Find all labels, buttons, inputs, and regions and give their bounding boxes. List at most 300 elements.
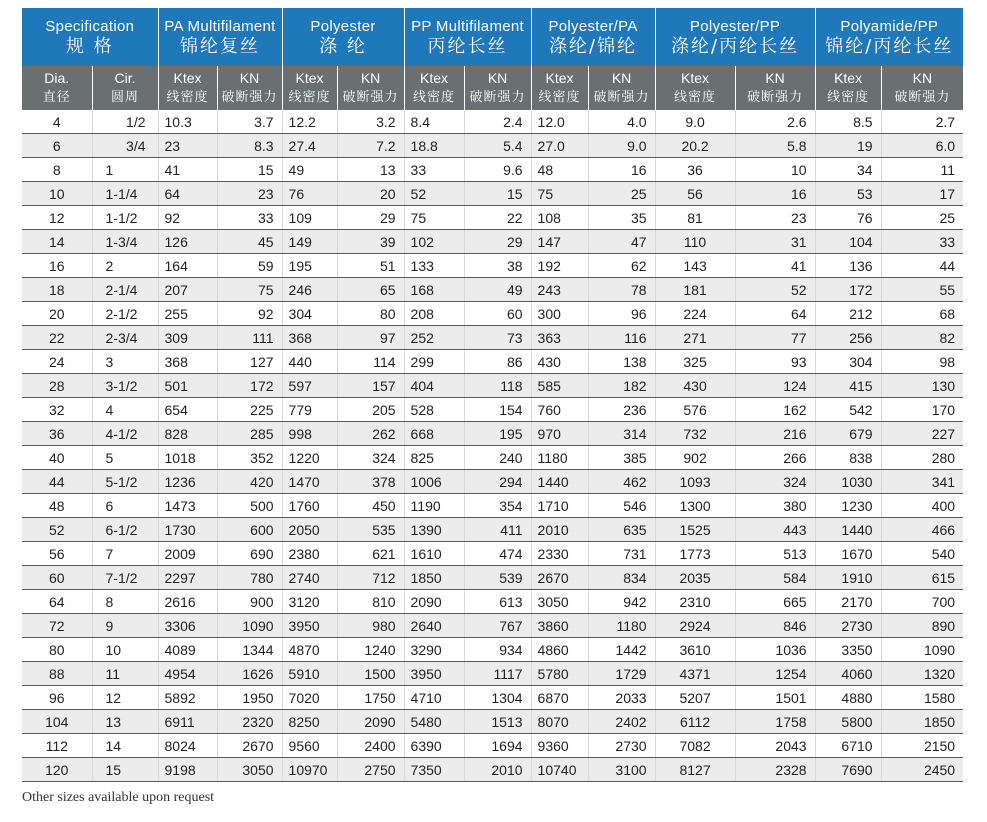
cell-pp-kn: 934 — [464, 638, 531, 662]
cell-polyamide-pp-kn: 130 — [881, 374, 963, 398]
cell-polyamide-pp-ktex: 4060 — [815, 662, 881, 686]
cell-pp-ktex: 3950 — [404, 662, 464, 686]
cell-pp-ktex: 2640 — [404, 614, 464, 638]
cell-pa-ktex: 654 — [158, 398, 217, 422]
cell-polyamide-pp-kn: 2150 — [881, 734, 963, 758]
cell-pa-ktex: 6911 — [158, 710, 217, 734]
cell-dia: 56 — [22, 542, 92, 566]
cell-cir: 4 — [92, 398, 158, 422]
cell-polyester-pp-kn: 1036 — [735, 638, 815, 662]
cell-pa-ktex: 2297 — [158, 566, 217, 590]
cell-pp-ktex: 404 — [404, 374, 464, 398]
cell-dia: 64 — [22, 590, 92, 614]
cell-pa-ktex: 1730 — [158, 518, 217, 542]
cell-pa-ktex: 64 — [158, 182, 217, 206]
cell-polyamide-pp-ktex: 542 — [815, 398, 881, 422]
cell-polyester-kn: 324 — [337, 446, 404, 470]
cell-dia: 24 — [22, 350, 92, 374]
cell-polyester-pp-kn: 324 — [735, 470, 815, 494]
cell-pa-kn: 285 — [217, 422, 282, 446]
cell-polyamide-pp-ktex: 1440 — [815, 518, 881, 542]
cell-cir: 14 — [92, 734, 158, 758]
cell-pa-ktex: 92 — [158, 206, 217, 230]
cell-polyamide-pp-ktex: 304 — [815, 350, 881, 374]
cell-polyester-kn: 712 — [337, 566, 404, 590]
cell-polyester-kn: 65 — [337, 278, 404, 302]
table-row — [22, 614, 963, 638]
cell-polyester-pp-kn: 584 — [735, 566, 815, 590]
cell-pa-kn: 172 — [217, 374, 282, 398]
cell-polyester-pp-ktex: 56 — [655, 182, 735, 206]
cell-pa-ktex: 3306 — [158, 614, 217, 638]
cell-pp-kn: 73 — [464, 326, 531, 350]
cell-dia: 60 — [22, 566, 92, 590]
cell-polyamide-pp-ktex: 1030 — [815, 470, 881, 494]
cell-polyamide-pp-ktex: 256 — [815, 326, 881, 350]
cell-pp-ktex: 1190 — [404, 494, 464, 518]
cell-polyester-pp-ktex: 143 — [655, 254, 735, 278]
cell-pp-ktex: 5480 — [404, 710, 464, 734]
cell-dia: 4 — [22, 110, 92, 134]
cell-dia: 10 — [22, 182, 92, 206]
cell-polyester-pa-ktex: 9360 — [531, 734, 588, 758]
cell-polyester-ktex: 246 — [282, 278, 337, 302]
cell-polyester-pp-ktex: 36 — [655, 158, 735, 182]
cell-dia: 80 — [22, 638, 92, 662]
cell-pp-ktex: 3290 — [404, 638, 464, 662]
cell-polyester-pp-kn: 665 — [735, 590, 815, 614]
cell-pp-kn: 411 — [464, 518, 531, 542]
cell-polyester-pp-ktex: 902 — [655, 446, 735, 470]
cell-polyester-pp-kn: 2328 — [735, 758, 815, 782]
table-row — [22, 254, 963, 278]
cell-polyester-pp-kn: 93 — [735, 350, 815, 374]
cell-polyester-ktex: 440 — [282, 350, 337, 374]
cell-polyester-pa-ktex: 5780 — [531, 662, 588, 686]
spec-table-container — [22, 8, 963, 782]
cell-polyamide-pp-ktex: 136 — [815, 254, 881, 278]
cell-pp-kn: 22 — [464, 206, 531, 230]
cell-polyester-kn: 378 — [337, 470, 404, 494]
cell-pa-kn: 2320 — [217, 710, 282, 734]
cell-polyester-pp-kn: 2043 — [735, 734, 815, 758]
cell-pa-kn: 900 — [217, 590, 282, 614]
cell-polyester-kn: 29 — [337, 206, 404, 230]
cell-dia: 88 — [22, 662, 92, 686]
cell-pa-kn: 15 — [217, 158, 282, 182]
cell-polyester-kn: 535 — [337, 518, 404, 542]
cell-polyester-pp-kn: 2.6 — [735, 110, 815, 134]
cell-polyester-kn: 114 — [337, 350, 404, 374]
cell-polyamide-pp-kn: 25 — [881, 206, 963, 230]
cell-polyester-pa-kn: 1442 — [588, 638, 655, 662]
cell-polyester-pa-kn: 4.0 — [588, 110, 655, 134]
cell-polyester-pa-ktex: 75 — [531, 182, 588, 206]
cell-polyester-pp-ktex: 9.0 — [655, 110, 735, 134]
cell-polyester-kn: 39 — [337, 230, 404, 254]
cell-polyester-kn: 20 — [337, 182, 404, 206]
cell-pa-ktex: 2009 — [158, 542, 217, 566]
cell-polyamide-pp-kn: 540 — [881, 542, 963, 566]
cell-polyamide-pp-ktex: 1910 — [815, 566, 881, 590]
cell-pa-kn: 420 — [217, 470, 282, 494]
cell-polyester-pa-ktex: 27.0 — [531, 134, 588, 158]
cell-polyester-ktex: 76 — [282, 182, 337, 206]
table-row — [22, 302, 963, 326]
cell-pp-ktex: 1006 — [404, 470, 464, 494]
cell-polyester-pa-kn: 62 — [588, 254, 655, 278]
cell-polyamide-pp-ktex: 5800 — [815, 710, 881, 734]
cell-cir: 5-1/2 — [92, 470, 158, 494]
cell-polyester-pp-kn: 124 — [735, 374, 815, 398]
footnote: Other sizes available upon request — [22, 790, 215, 805]
cell-polyester-pa-ktex: 2330 — [531, 542, 588, 566]
cell-pp-kn: 86 — [464, 350, 531, 374]
cell-pp-kn: 195 — [464, 422, 531, 446]
cell-polyester-pp-kn: 846 — [735, 614, 815, 638]
cell-cir: 2-1/4 — [92, 278, 158, 302]
table-row — [22, 422, 963, 446]
cell-polyamide-pp-ktex: 838 — [815, 446, 881, 470]
cell-polyamide-pp-kn: 68 — [881, 302, 963, 326]
cell-cir: 3-1/2 — [92, 374, 158, 398]
cell-polyester-pp-kn: 216 — [735, 422, 815, 446]
table-row — [22, 230, 963, 254]
cell-polyester-pp-ktex: 3610 — [655, 638, 735, 662]
cell-polyester-pa-kn: 942 — [588, 590, 655, 614]
cell-polyester-pa-ktex: 970 — [531, 422, 588, 446]
cell-pa-kn: 1950 — [217, 686, 282, 710]
group-header-polyamide-pp: Polyamide/PP 锦纶/丙纶长丝 — [815, 8, 963, 66]
cell-dia: 32 — [22, 398, 92, 422]
cell-pa-ktex: 9198 — [158, 758, 217, 782]
cell-pa-kn: 1626 — [217, 662, 282, 686]
table-row — [22, 134, 963, 158]
cell-dia: 8 — [22, 158, 92, 182]
sub-header-kn: KN 破断强力 — [217, 66, 282, 110]
cell-polyester-pa-kn: 314 — [588, 422, 655, 446]
cell-polyester-pa-ktex: 363 — [531, 326, 588, 350]
cell-polyester-pp-ktex: 1525 — [655, 518, 735, 542]
cell-pp-kn: 354 — [464, 494, 531, 518]
cell-polyester-pa-ktex: 300 — [531, 302, 588, 326]
cell-polyester-pp-ktex: 576 — [655, 398, 735, 422]
cell-polyester-pp-ktex: 1773 — [655, 542, 735, 566]
cell-pp-kn: 1304 — [464, 686, 531, 710]
cell-pa-kn: 690 — [217, 542, 282, 566]
cell-polyester-pa-kn: 731 — [588, 542, 655, 566]
cell-pp-kn: 29 — [464, 230, 531, 254]
cell-polyester-pa-kn: 78 — [588, 278, 655, 302]
group-header-row — [22, 8, 963, 66]
cell-polyester-ktex: 1760 — [282, 494, 337, 518]
cell-polyester-pa-kn: 462 — [588, 470, 655, 494]
cell-pp-ktex: 825 — [404, 446, 464, 470]
cell-pp-ktex: 133 — [404, 254, 464, 278]
cell-polyester-pp-kn: 1758 — [735, 710, 815, 734]
cell-polyester-pa-ktex: 2010 — [531, 518, 588, 542]
cell-polyester-pp-ktex: 20.2 — [655, 134, 735, 158]
cell-polyamide-pp-ktex: 2730 — [815, 614, 881, 638]
cell-polyester-pp-kn: 443 — [735, 518, 815, 542]
cell-polyamide-pp-ktex: 8.5 — [815, 110, 881, 134]
cell-cir: 1 — [92, 158, 158, 182]
cell-polyester-pa-kn: 2730 — [588, 734, 655, 758]
cell-pa-ktex: 4954 — [158, 662, 217, 686]
cell-polyamide-pp-ktex: 104 — [815, 230, 881, 254]
cell-cir: 8 — [92, 590, 158, 614]
cell-polyester-pp-kn: 52 — [735, 278, 815, 302]
cell-dia: 36 — [22, 422, 92, 446]
cell-pp-kn: 613 — [464, 590, 531, 614]
cell-polyamide-pp-ktex: 34 — [815, 158, 881, 182]
cell-polyamide-pp-kn: 2.7 — [881, 110, 963, 134]
group-header-pp-multifilament: PP Multifilament 丙纶长丝 — [404, 8, 531, 66]
table-row — [22, 278, 963, 302]
cell-pa-kn: 59 — [217, 254, 282, 278]
table-row — [22, 542, 963, 566]
cell-polyamide-pp-kn: 6.0 — [881, 134, 963, 158]
cell-polyester-ktex: 1220 — [282, 446, 337, 470]
cell-dia: 112 — [22, 734, 92, 758]
cell-pa-kn: 600 — [217, 518, 282, 542]
cell-pp-kn: 9.6 — [464, 158, 531, 182]
cell-polyester-kn: 205 — [337, 398, 404, 422]
cell-pp-ktex: 6390 — [404, 734, 464, 758]
cell-polyester-pp-kn: 380 — [735, 494, 815, 518]
cell-pa-kn: 8.3 — [217, 134, 282, 158]
cell-polyamide-pp-kn: 1580 — [881, 686, 963, 710]
sub-header-kn: KN 破断强力 — [337, 66, 404, 110]
cell-polyester-pp-ktex: 325 — [655, 350, 735, 374]
cell-polyester-kn: 262 — [337, 422, 404, 446]
cell-polyester-pp-ktex: 8127 — [655, 758, 735, 782]
cell-polyester-ktex: 5910 — [282, 662, 337, 686]
cell-polyester-pp-ktex: 1300 — [655, 494, 735, 518]
cell-pp-ktex: 299 — [404, 350, 464, 374]
cell-pa-ktex: 126 — [158, 230, 217, 254]
cell-polyester-pp-ktex: 4371 — [655, 662, 735, 686]
cell-polyester-pp-kn: 1501 — [735, 686, 815, 710]
group-header-polyester: Polyester 涤 纶 — [282, 8, 404, 66]
cell-pa-kn: 92 — [217, 302, 282, 326]
sub-header-dia: Dia. 直径 — [22, 66, 92, 110]
cell-polyester-pp-kn: 10 — [735, 158, 815, 182]
cell-pp-kn: 1694 — [464, 734, 531, 758]
cell-polyester-kn: 2750 — [337, 758, 404, 782]
cell-polyester-pp-ktex: 732 — [655, 422, 735, 446]
cell-polyester-pp-kn: 16 — [735, 182, 815, 206]
cell-polyester-kn: 1750 — [337, 686, 404, 710]
cell-pp-ktex: 668 — [404, 422, 464, 446]
cell-polyester-pa-ktex: 147 — [531, 230, 588, 254]
sub-header-ktex: Ktex 线密度 — [158, 66, 217, 110]
cell-dia: 104 — [22, 710, 92, 734]
cell-pp-ktex: 252 — [404, 326, 464, 350]
cell-polyester-pa-kn: 138 — [588, 350, 655, 374]
cell-polyester-ktex: 3950 — [282, 614, 337, 638]
sub-header-kn: KN 破断强力 — [588, 66, 655, 110]
cell-pp-ktex: 1390 — [404, 518, 464, 542]
cell-polyester-ktex: 109 — [282, 206, 337, 230]
cell-dia: 120 — [22, 758, 92, 782]
cell-polyester-pa-kn: 3100 — [588, 758, 655, 782]
cell-cir: 7 — [92, 542, 158, 566]
cell-polyester-pa-ktex: 2670 — [531, 566, 588, 590]
cell-polyester-kn: 80 — [337, 302, 404, 326]
sub-header-ktex: Ktex 线密度 — [282, 66, 337, 110]
sub-header-ktex: Ktex 线密度 — [815, 66, 881, 110]
cell-dia: 44 — [22, 470, 92, 494]
table-row — [22, 566, 963, 590]
cell-polyester-pa-ktex: 585 — [531, 374, 588, 398]
cell-cir: 1-1/4 — [92, 182, 158, 206]
cell-polyester-ktex: 779 — [282, 398, 337, 422]
cell-polyester-pa-ktex: 192 — [531, 254, 588, 278]
cell-dia: 96 — [22, 686, 92, 710]
cell-polyamide-pp-ktex: 2170 — [815, 590, 881, 614]
table-row — [22, 734, 963, 758]
cell-polyamide-pp-ktex: 1670 — [815, 542, 881, 566]
cell-polyester-pa-kn: 25 — [588, 182, 655, 206]
cell-polyamide-pp-kn: 1320 — [881, 662, 963, 686]
cell-polyester-ktex: 27.4 — [282, 134, 337, 158]
cell-polyester-pa-kn: 96 — [588, 302, 655, 326]
cell-polyester-pp-ktex: 271 — [655, 326, 735, 350]
cell-polyester-pp-ktex: 81 — [655, 206, 735, 230]
cell-polyamide-pp-kn: 82 — [881, 326, 963, 350]
cell-pp-kn: 5.4 — [464, 134, 531, 158]
cell-polyamide-pp-ktex: 212 — [815, 302, 881, 326]
cell-polyamide-pp-ktex: 19 — [815, 134, 881, 158]
cell-polyamide-pp-kn: 280 — [881, 446, 963, 470]
cell-polyester-pp-ktex: 224 — [655, 302, 735, 326]
cell-pp-ktex: 7350 — [404, 758, 464, 782]
cell-polyester-kn: 2090 — [337, 710, 404, 734]
cell-cir: 12 — [92, 686, 158, 710]
cell-cir: 2-1/2 — [92, 302, 158, 326]
cell-cir: 3/4 — [92, 134, 158, 158]
cell-polyester-pa-ktex: 3860 — [531, 614, 588, 638]
cell-pa-kn: 3.7 — [217, 110, 282, 134]
cell-polyester-pp-ktex: 2924 — [655, 614, 735, 638]
cell-polyester-pp-ktex: 2310 — [655, 590, 735, 614]
cell-dia: 48 — [22, 494, 92, 518]
cell-polyester-pa-ktex: 4860 — [531, 638, 588, 662]
cell-polyester-pp-kn: 41 — [735, 254, 815, 278]
sub-header-ktex: Ktex 线密度 — [655, 66, 735, 110]
table-row — [22, 206, 963, 230]
table-row — [22, 590, 963, 614]
cell-dia: 72 — [22, 614, 92, 638]
cell-polyester-pp-kn: 77 — [735, 326, 815, 350]
cell-polyamide-pp-kn: 615 — [881, 566, 963, 590]
cell-polyester-kn: 1240 — [337, 638, 404, 662]
cell-polyester-kn: 157 — [337, 374, 404, 398]
cell-pp-kn: 2.4 — [464, 110, 531, 134]
cell-polyamide-pp-ktex: 4880 — [815, 686, 881, 710]
cell-polyester-pp-kn: 64 — [735, 302, 815, 326]
table-row — [22, 518, 963, 542]
cell-polyester-kn: 450 — [337, 494, 404, 518]
table-row — [22, 398, 963, 422]
cell-polyamide-pp-kn: 170 — [881, 398, 963, 422]
cell-polyester-ktex: 8250 — [282, 710, 337, 734]
table-row — [22, 182, 963, 206]
cell-pa-kn: 1344 — [217, 638, 282, 662]
cell-pa-kn: 3050 — [217, 758, 282, 782]
cell-pa-kn: 2670 — [217, 734, 282, 758]
table-row — [22, 350, 963, 374]
table-row — [22, 374, 963, 398]
sub-header-ktex: Ktex 线密度 — [531, 66, 588, 110]
cell-cir: 15 — [92, 758, 158, 782]
cell-polyester-pp-ktex: 181 — [655, 278, 735, 302]
cell-polyamide-pp-kn: 700 — [881, 590, 963, 614]
cell-polyamide-pp-kn: 1850 — [881, 710, 963, 734]
cell-polyester-pa-kn: 9.0 — [588, 134, 655, 158]
cell-dia: 52 — [22, 518, 92, 542]
cell-cir: 6 — [92, 494, 158, 518]
cell-polyamide-pp-kn: 341 — [881, 470, 963, 494]
cell-cir: 4-1/2 — [92, 422, 158, 446]
cell-polyester-pp-kn: 513 — [735, 542, 815, 566]
sub-header-cir: Cir. 圆周 — [92, 66, 158, 110]
cell-pp-kn: 539 — [464, 566, 531, 590]
cell-pp-ktex: 52 — [404, 182, 464, 206]
cell-polyester-kn: 51 — [337, 254, 404, 278]
cell-cir: 7-1/2 — [92, 566, 158, 590]
cell-pa-kn: 500 — [217, 494, 282, 518]
cell-polyester-pa-kn: 47 — [588, 230, 655, 254]
cell-polyester-pp-ktex: 1093 — [655, 470, 735, 494]
cell-cir: 1-1/2 — [92, 206, 158, 230]
table-row — [22, 470, 963, 494]
cell-pp-kn: 15 — [464, 182, 531, 206]
cell-polyamide-pp-kn: 11 — [881, 158, 963, 182]
cell-polyester-ktex: 10970 — [282, 758, 337, 782]
table-row — [22, 494, 963, 518]
cell-polyamide-pp-kn: 17 — [881, 182, 963, 206]
cell-dia: 6 — [22, 134, 92, 158]
group-header-pa-multifilament: PA Multifilament 锦纶复丝 — [158, 8, 282, 66]
table-row — [22, 758, 963, 782]
table-row — [22, 110, 963, 134]
cell-pp-kn: 60 — [464, 302, 531, 326]
cell-pa-ktex: 164 — [158, 254, 217, 278]
cell-polyester-pa-ktex: 108 — [531, 206, 588, 230]
cell-polyester-pa-kn: 116 — [588, 326, 655, 350]
cell-polyamide-pp-kn: 44 — [881, 254, 963, 278]
cell-polyamide-pp-kn: 1090 — [881, 638, 963, 662]
cell-polyester-pp-ktex: 110 — [655, 230, 735, 254]
cell-polyester-pp-ktex: 5207 — [655, 686, 735, 710]
cell-dia: 40 — [22, 446, 92, 470]
cell-pp-kn: 38 — [464, 254, 531, 278]
cell-pa-ktex: 828 — [158, 422, 217, 446]
cell-pa-ktex: 501 — [158, 374, 217, 398]
cell-cir: 3 — [92, 350, 158, 374]
cell-polyester-pa-ktex: 3050 — [531, 590, 588, 614]
cell-polyester-ktex: 7020 — [282, 686, 337, 710]
cell-pa-kn: 33 — [217, 206, 282, 230]
table-row — [22, 662, 963, 686]
cell-pa-kn: 111 — [217, 326, 282, 350]
cell-polyamide-pp-ktex: 53 — [815, 182, 881, 206]
cell-polyester-pa-kn: 2402 — [588, 710, 655, 734]
group-header-polyester-pa: Polyester/PA 涤纶/锦纶 — [531, 8, 655, 66]
cell-polyester-kn: 13 — [337, 158, 404, 182]
